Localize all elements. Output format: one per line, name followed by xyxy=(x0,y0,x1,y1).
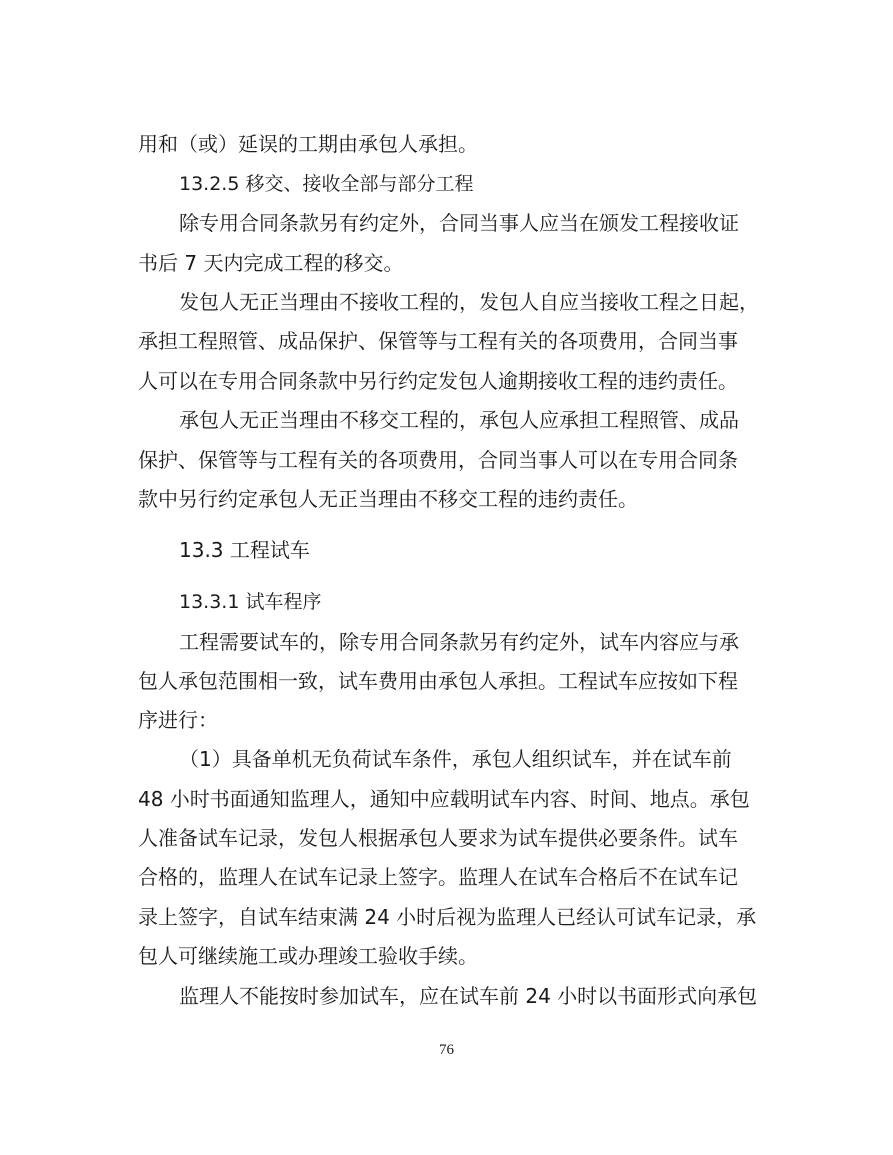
text-line: 录上签字，自试车结束满 24 小时后视为监理人已经认可试车记录，承 xyxy=(138,905,757,929)
section-heading-13-3: 13.3 工程试车 xyxy=(179,538,310,562)
text-line: 用和（或）延误的工期由承包人承担。 xyxy=(138,132,478,156)
text-line: 承担工程照管、成品保护、保管等与工程有关的各项费用，合同当事 xyxy=(138,329,738,353)
text-line: 序进行： xyxy=(138,708,218,732)
text-line: 承包人无正当理由不移交工程的，承包人应承担工程照管、成品 xyxy=(179,408,739,432)
section-heading-13-3-1: 13.3.1 试车程序 xyxy=(179,591,322,613)
text-line: 款中另行约定承包人无正当理由不移交工程的违约责任。 xyxy=(138,487,638,511)
text-line: 监理人不能按时参加试车，应在试车前 24 小时以书面形式向承包 xyxy=(179,984,758,1008)
text-line: 保护、保管等与工程有关的各项费用，合同当事人可以在专用合同条 xyxy=(138,448,738,472)
text-line: 除专用合同条款另有约定外，合同当事人应当在颁发工程接收证 xyxy=(179,211,739,235)
text-line: 工程需要试车的，除专用合同条款另有约定外，试车内容应与承 xyxy=(179,630,739,654)
text-line: 人可以在专用合同条款中另行约定发包人逾期接收工程的违约责任。 xyxy=(138,369,738,393)
text-line: 包人可继续施工或办理竣工验收手续。 xyxy=(138,944,478,968)
text-line: 48 小时书面通知监理人，通知中应载明试车内容、时间、地点。承包 xyxy=(138,787,750,811)
page-number: 76 xyxy=(439,1042,454,1058)
section-heading-13-2-5: 13.2.5 移交、接收全部与部分工程 xyxy=(179,173,474,195)
text-line: （1）具备单机无负荷试车条件，承包人组织试车，并在试车前 xyxy=(179,747,732,771)
text-line: 包人承包范围相一致，试车费用由承包人承担。工程试车应按如下程 xyxy=(138,669,738,693)
text-line: 人准备试车记录，发包人根据承包人要求为试车提供必要条件。试车 xyxy=(138,826,738,850)
text-line: 书后 7 天内完成工程的移交。 xyxy=(138,251,404,275)
text-line: 合格的，监理人在试车记录上签字。监理人在试车合格后不在试车记 xyxy=(138,865,738,889)
text-line: 发包人无正当理由不接收工程的，发包人自应当接收工程之日起， xyxy=(179,290,759,314)
